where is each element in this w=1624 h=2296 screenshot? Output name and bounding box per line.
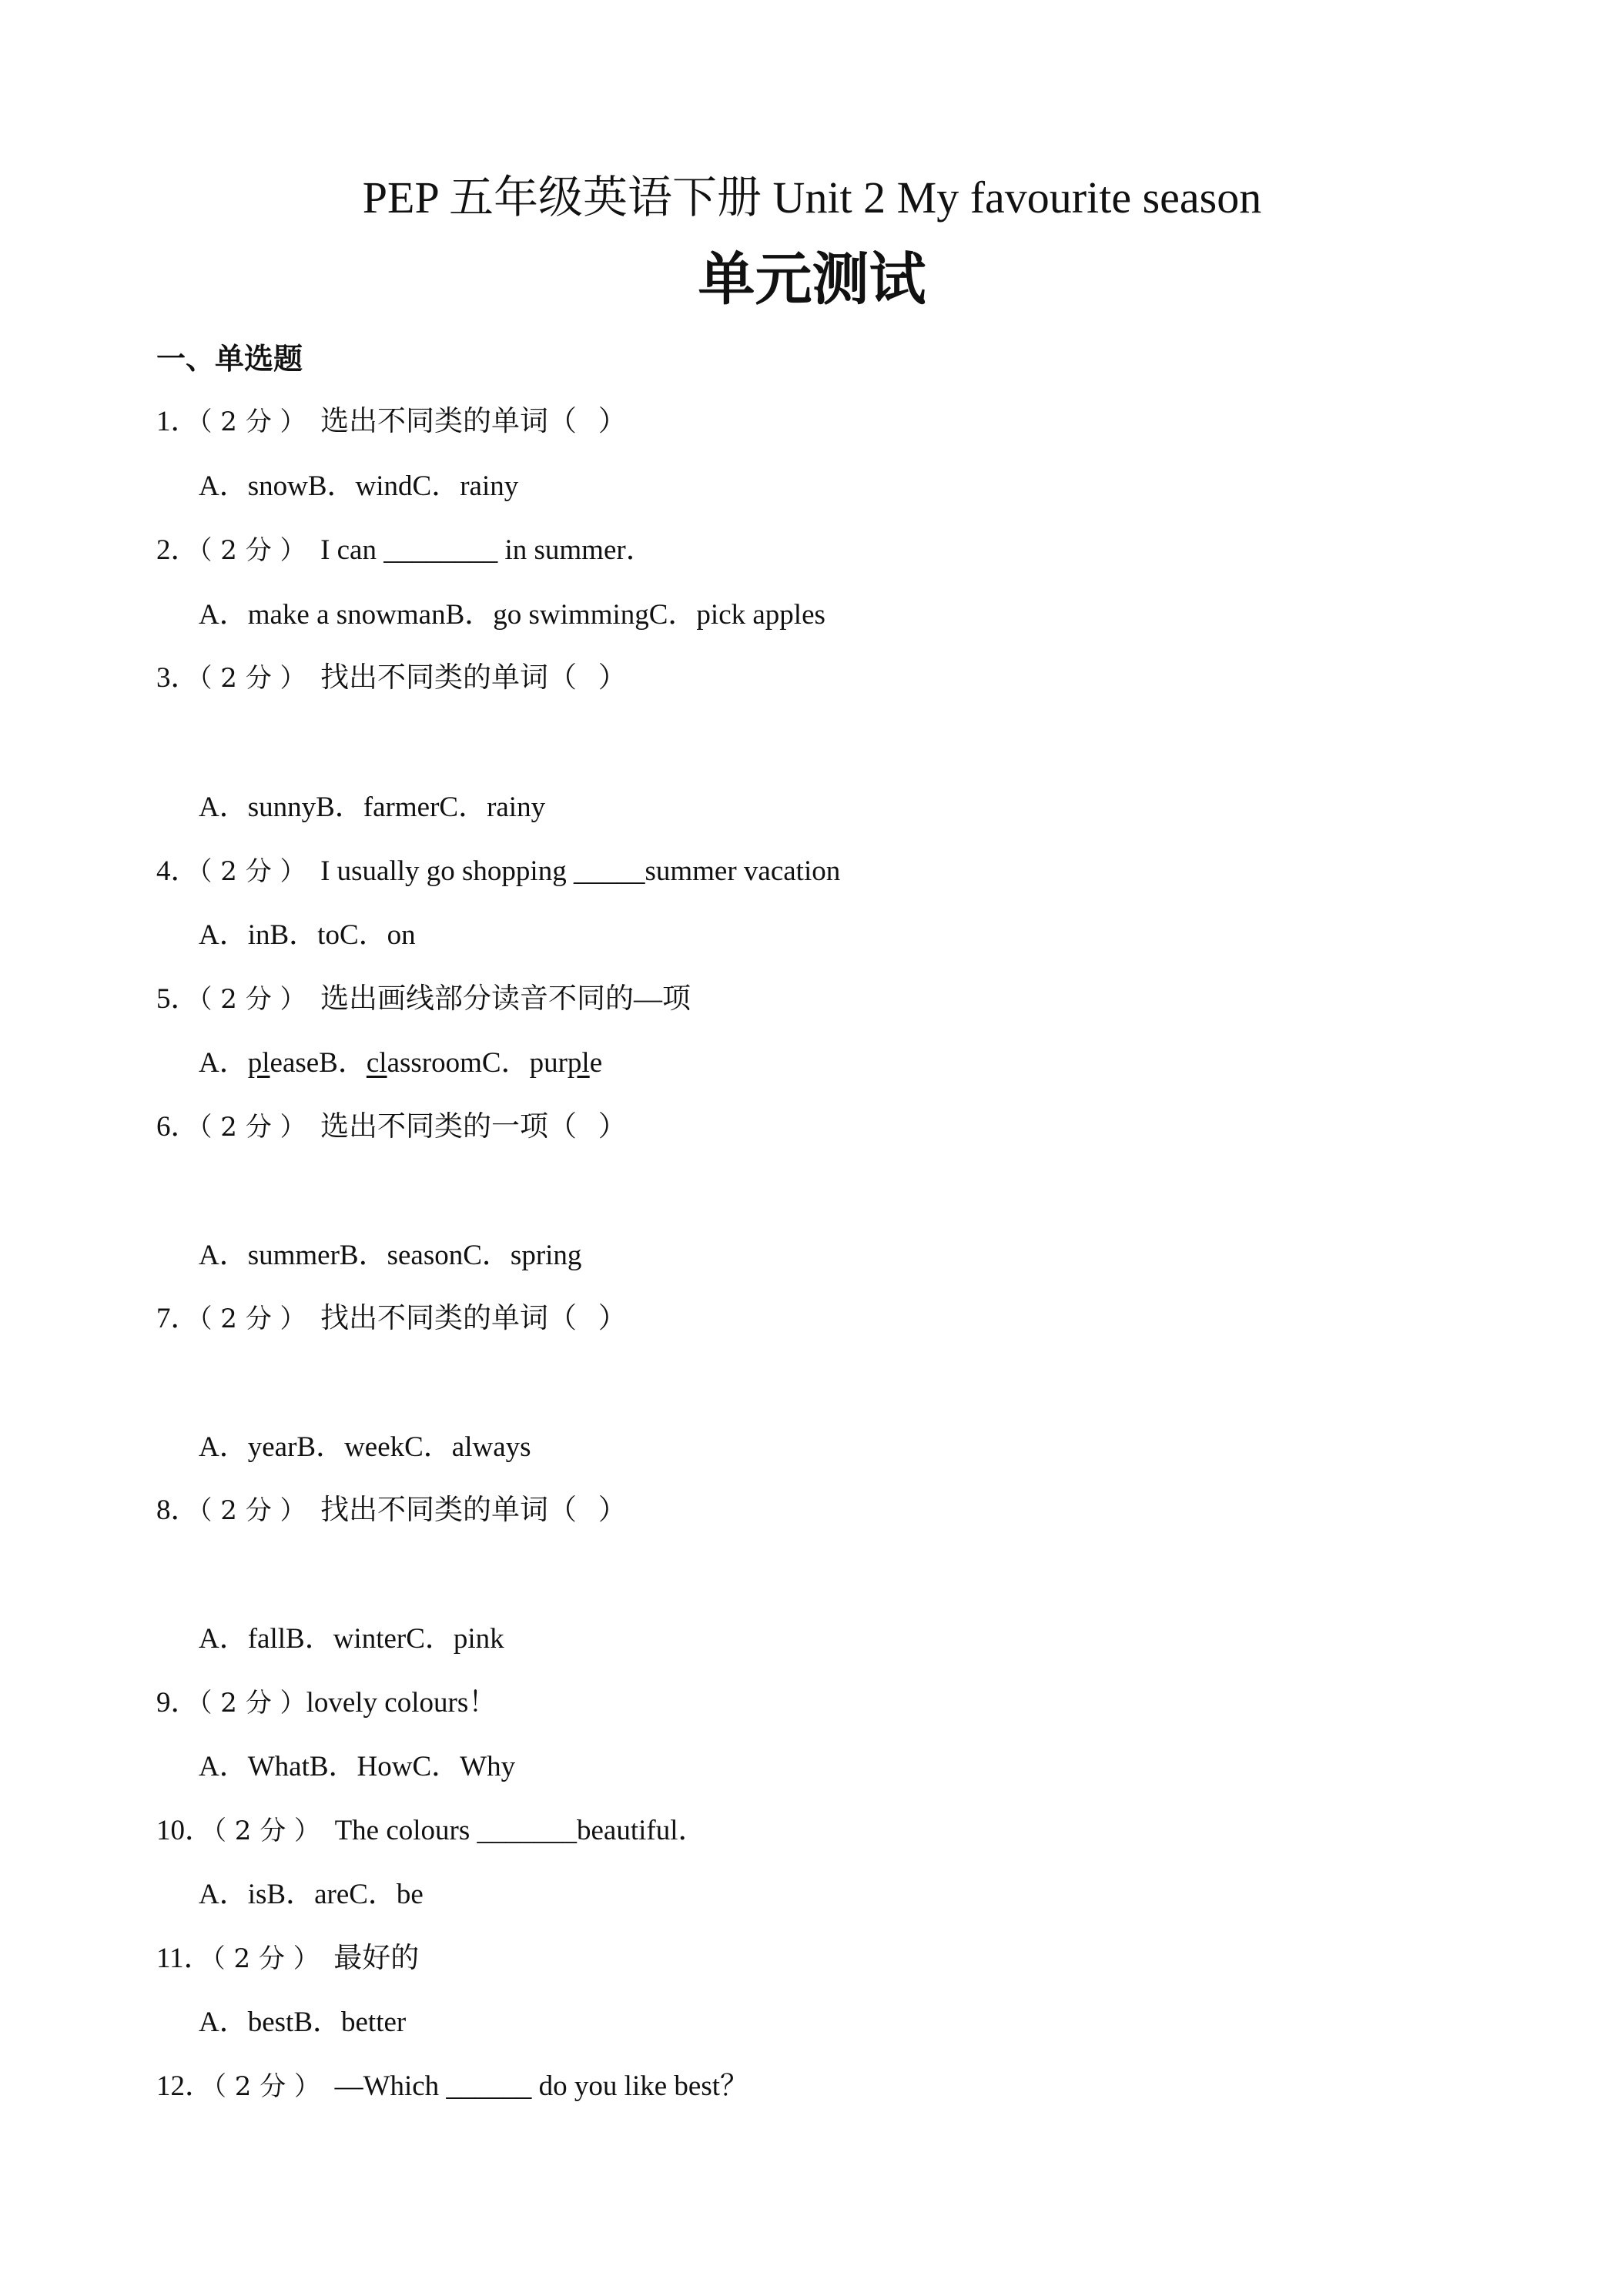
question-text: The colours _______beautiful．: [320, 1815, 707, 1846]
question-3-options: A．sunnyB．farmerC．rainy: [199, 792, 546, 823]
question-score: （ 2 分 ）: [199, 984, 306, 1015]
question-score: （ 2 分 ）: [213, 2071, 321, 2102]
underlined-letters: pl: [247, 1047, 270, 1079]
question-7: [156, 1301, 627, 1337]
question-score: （ 2 分 ）: [199, 1495, 306, 1526]
question-text: lovely colours！: [306, 1687, 497, 1719]
question-text: 最好的: [319, 1943, 420, 1974]
question-12: [156, 2069, 748, 2104]
question-text: I usually go shopping _____summer vacation: [306, 855, 841, 887]
question-text: I can ________ in summer．: [306, 534, 655, 566]
question-text: 找出不同类的单词（ ）: [306, 662, 627, 694]
question-7-options: A．yearB．weekC．always: [199, 1431, 531, 1463]
underlined-letters: cl: [366, 1047, 387, 1079]
document-title: PEP 五年级英语下册 Unit 2 My favourite season: [362, 172, 1262, 223]
question-2: [156, 533, 655, 568]
question-5: [156, 982, 691, 1017]
question-3: [156, 661, 627, 696]
question-score: （ 2 分 ）: [199, 1688, 306, 1719]
question-10: [156, 1813, 707, 1849]
question-number: 12．: [156, 2070, 213, 2102]
question-9: [156, 1685, 497, 1721]
question-score: （ 2 分 ）: [199, 535, 306, 566]
question-score: （ 2 分 ）: [213, 1816, 321, 1846]
question-9-options: A．WhatB．HowC．Why: [199, 1751, 516, 1782]
question-1: [156, 404, 627, 440]
question-score: （ 2 分 ）: [199, 407, 306, 437]
question-1-options: A．snowB．windC．rainy: [199, 470, 519, 502]
underlined-letters: pl: [567, 1047, 590, 1079]
question-number: 2．: [156, 534, 199, 566]
question-number: 4．: [156, 855, 199, 887]
question-score: （ 2 分 ）: [199, 1112, 306, 1143]
question-text: 找出不同类的单词（ ）: [306, 1303, 627, 1334]
question-8-options: A．fallB．winterC．pink: [199, 1623, 504, 1655]
question-score: （ 2 分 ）: [212, 1943, 320, 1974]
question-4-options: A．inB．toC．on: [199, 919, 416, 951]
question-number: 3．: [156, 662, 199, 694]
question-11: [156, 1941, 419, 1976]
question-score: （ 2 分 ）: [199, 856, 306, 887]
question-number: 6．: [156, 1111, 199, 1143]
question-text: 找出不同类的单词（ ）: [306, 1494, 627, 1526]
question-text: 选出画线部分读音不同的—项: [306, 983, 691, 1015]
question-5-options: A．pleaseB．classroomC．purple: [199, 1047, 603, 1079]
question-10-options: A．isB．areC．be: [199, 1879, 424, 1910]
question-number: 8．: [156, 1494, 199, 1526]
question-number: 7．: [156, 1303, 199, 1334]
question-score: （ 2 分 ）: [199, 663, 306, 694]
question-text: —Which ______ do you like best？: [320, 2070, 749, 2102]
question-text: 选出不同类的单词（ ）: [306, 406, 627, 437]
question-number: 5．: [156, 983, 199, 1015]
question-11-options: A．bestB．better: [199, 2006, 407, 2038]
question-number: 10．: [156, 1815, 213, 1846]
section-heading: 一、单选题: [156, 342, 303, 376]
question-6: [156, 1110, 627, 1145]
question-6-options: A．summerB．seasonC．spring: [199, 1240, 582, 1271]
document-subtitle: 单元测试: [698, 246, 926, 313]
question-number: 1．: [156, 406, 199, 437]
question-4: [156, 854, 840, 889]
question-number: 9．: [156, 1687, 199, 1719]
question-2-options: A．make a snowmanB．go swimmingC．pick apples: [199, 599, 825, 631]
question-8: [156, 1493, 627, 1528]
question-text: 选出不同类的一项（ ）: [306, 1111, 627, 1143]
question-number: 11．: [156, 1943, 213, 1974]
question-score: （ 2 分 ）: [199, 1304, 306, 1334]
